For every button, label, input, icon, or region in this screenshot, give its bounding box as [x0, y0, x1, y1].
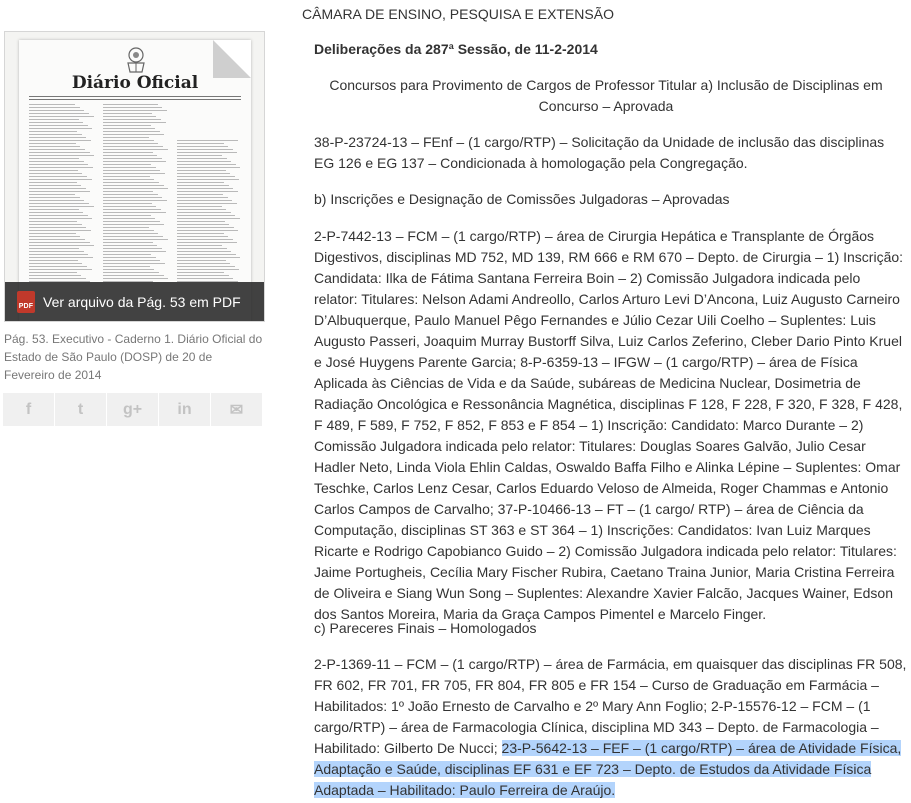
- text-line: [177, 227, 234, 228]
- text-line: [177, 212, 231, 213]
- text-line: [177, 161, 231, 162]
- text-line: [29, 236, 80, 237]
- text-line: [29, 260, 78, 261]
- text-line: [103, 167, 156, 168]
- section-title: CÂMARA DE ENSINO, PESQUISA E EXTENSÃO: [302, 6, 614, 22]
- text-line: [177, 152, 237, 153]
- page-thumbnail[interactable]: [4, 31, 265, 322]
- text-line: [177, 242, 237, 243]
- text-line: [177, 194, 223, 195]
- text-line: [29, 140, 91, 141]
- text-line: [177, 233, 224, 234]
- text-line: [177, 260, 226, 261]
- text-line: [103, 158, 162, 159]
- text-line: [103, 209, 161, 210]
- text-line: [103, 188, 168, 189]
- text-line: [29, 212, 83, 213]
- text-line: [177, 278, 233, 279]
- text-line: [29, 191, 90, 192]
- text-line: [103, 212, 166, 213]
- text-line: [29, 104, 75, 105]
- text-line: [29, 110, 84, 111]
- text-line: [103, 278, 168, 279]
- text-line: [29, 125, 88, 126]
- text-line: [103, 260, 160, 261]
- text-line: [103, 248, 162, 249]
- text-line: [103, 239, 168, 240]
- text-line: [103, 179, 154, 180]
- text-line: [103, 191, 153, 192]
- text-line: [103, 263, 165, 264]
- newspaper-preview: [19, 40, 251, 322]
- text-line: [29, 197, 80, 198]
- selected-text: 23-P-5642-13 – FEF – (1 cargo/RTP) – área de Atividade Física, Adaptação e Saúde, disciplinas EF 631 e EF 723 – Depto. de Estudos da Atividade Física Adaptada – Habilitado: Paulo Ferreira de Araújo.: [314, 740, 902, 798]
- text-line: [103, 107, 162, 108]
- google-plus-icon: g+: [122, 400, 143, 418]
- text-line: [29, 215, 88, 216]
- text-line: [29, 233, 76, 234]
- text-line: [103, 242, 153, 243]
- text-line: [103, 182, 159, 183]
- paragraph: [314, 654, 908, 801]
- text-line: [177, 221, 225, 222]
- text-line: [177, 236, 228, 237]
- text-line: [177, 245, 222, 246]
- text-line: [29, 266, 87, 267]
- text-line: [103, 134, 164, 135]
- text-line: [29, 248, 79, 249]
- text-line: [103, 176, 150, 177]
- text-line: [29, 182, 77, 183]
- text-line: [29, 170, 78, 171]
- text-line: [29, 239, 85, 240]
- text-line: [103, 275, 164, 276]
- text-line: [103, 215, 151, 216]
- text-line: [29, 149, 85, 150]
- text-line: [177, 170, 226, 171]
- masthead-rule: [29, 99, 241, 100]
- text-line: [29, 143, 76, 144]
- text-line: [103, 203, 152, 204]
- text-line: [103, 170, 160, 171]
- text-line: [177, 206, 222, 207]
- text-line: [177, 155, 222, 156]
- text-line: [177, 257, 240, 258]
- facebook-icon: f: [25, 400, 32, 418]
- text-line: [103, 221, 160, 222]
- text-line: [103, 119, 161, 120]
- text-line: [29, 185, 81, 186]
- text-line: [103, 152, 153, 153]
- share-bar: [3, 393, 262, 426]
- article-subheading: Concursos para Provimento de Cargos de Professor Titular a) Inclusão de Disciplinas em Concurso – Aprovada: [329, 77, 883, 114]
- twitter-icon: t: [77, 400, 84, 418]
- text-line: [103, 200, 167, 201]
- text-line: [177, 248, 227, 249]
- text-line: [177, 179, 239, 180]
- paragraph: 2-P-7442-13 – FCM – (1 cargo/RTP) – área de Cirurgia Hepática e Transplante de Órgãos Digestivos, disciplinas MD 752, MD 139, RM 666 e RM 670 – Depto. de Cirurgia – 1) Inscrição: Candidata: Ilka de Fátima Santana Ferreira Boin – 2) Comissão Julgadora indicada pelo relator: Titulares: Nelson Adami Andreollo, Carlos Arturo Levi D’Ancona, Luiz Augusto Carneiro D’Albuquerque, Paulo Manuel Pêgo Fernandes e Júlio Cezar Uili Coelho – Suplentes: Luis Augusto Passeri, Joaquim Murray Bustorff Silva, Luiz Carlos Zeferino, Cleber Dario Pinto Kruel e José Huygens Parente Garcia; 8-P-6359-13 – IFGW – (1 cargo/RTP) – área de Física Aplicada às Ciências de Vida e da Saúde, subáreas de Medicina Nuclear, Dosimetria de Radiação Oncológica e Ressonância Magnética, disciplinas F 128, F 228, F 320, F 328, F 428, F 489, F 589, F 752, F 852, F 853 e F 854 – 1) Inscrição: Candidato: Marco Durante – 2) Comissão Julgadora indicada pelo relator: Titulares: Douglas Soares Galvão, Julio Cesar Hadler Neto, Linda Viola Ehlin Caldas, Oswaldo Baffa Filho e Alinka Lépine – Suplentes: Omar Teschke, Carlos Lenz Cesar, Carlos Eduardo Veloso de Almeida, Roger Chammas e Antonio Carlos Campos de Carvalho; 37-P-10466-13 – FT – (1 cargo/ RTP) – área de Ciência da Computação, disciplinas ST 363 e ST 364 – 1) Inscrições: Candidatos: Ivan Luiz Marques Ricarte e Rodrigo Capobianco Guido – 2) Comissão Julgadora indicada pelo relator: Titulares: Jaime Portugheis, Cecília Mary Fischer Rubira, Caetano Traina Junior, Maria Cristina Ferreira de Oliveira e Siang Wun Song – Suplentes: Alexandre Xavier Falcão, Jacques Wainer, Edson dos Santos Moreira, Maria da Graça Campos Pimentel e Marcelo Finger.: [314, 228, 904, 622]
- text-line: [29, 122, 83, 123]
- text-line: [29, 227, 86, 228]
- text-line: [29, 188, 86, 189]
- text-line: [29, 131, 77, 132]
- text-line: [103, 257, 156, 258]
- pdf-badge: PDF: [18, 303, 34, 310]
- text-line: [29, 194, 75, 195]
- page-caption: Pág. 53. Executivo - Caderno 1. Diário Oficial do Estado de São Paulo (DOSP) de 20 de Fevereiro de 2014: [4, 332, 263, 382]
- text-line: [29, 242, 90, 243]
- share-facebook-button[interactable]: [3, 393, 54, 426]
- text-line: [103, 218, 155, 219]
- text-line: [177, 185, 229, 186]
- text-line: [103, 137, 149, 138]
- view-pdf-label: Ver arquivo da Pág. 53 em PDF: [43, 294, 241, 310]
- text-line: [29, 203, 89, 204]
- text-line: [29, 251, 84, 252]
- text-line: [29, 200, 84, 201]
- text-line: [177, 224, 229, 225]
- text-line: [29, 107, 80, 108]
- text-line: [103, 185, 164, 186]
- text-line: [29, 146, 80, 147]
- text-line: [29, 155, 94, 156]
- text-column: [177, 140, 241, 284]
- text-line: [29, 164, 88, 165]
- article-heading: Deliberações da 287ª Sessão, de 11-2-2014: [314, 41, 598, 57]
- paragraph-text: 2-P-1369-11 – FCM – (1 cargo/RTP) – área de Farmácia, em quaisquer das disciplinas FR 508, FR 602, FR 701, FR 705, FR 804, FR 805 e FR 154 – Curso de Graduação em Farmácia – Habilitados: 1º João Ernesto de Carvalho e 2º Mary Ann Foglio; 2-P-15576-12 – FCM – (1 cargo/RTP) – área de Farmacologia Clínica, disciplina MD 343 – Depto. de Farmacologia – Habilitado: Gilberto De Nucci;: [314, 656, 907, 756]
- text-line: [103, 131, 160, 132]
- text-line: [177, 230, 238, 231]
- text-line: [177, 272, 224, 273]
- text-line: [103, 245, 157, 246]
- text-line: [103, 125, 151, 126]
- text-line: [29, 263, 82, 264]
- text-line: [177, 149, 233, 150]
- text-line: [177, 182, 224, 183]
- pdf-icon: [17, 291, 35, 313]
- text-line: [29, 173, 82, 174]
- text-line: [103, 128, 155, 129]
- text-line: [177, 173, 230, 174]
- text-line: [29, 272, 77, 273]
- paragraph: b) Inscrições e Designação de Comissões Julgadoras – Aprovadas: [314, 191, 730, 207]
- text-line: [103, 251, 166, 252]
- text-line: [177, 251, 231, 252]
- text-line: [103, 116, 156, 117]
- text-line: [177, 191, 238, 192]
- share-twitter-button[interactable]: [55, 393, 106, 426]
- text-line: [103, 236, 163, 237]
- text-line: [29, 206, 94, 207]
- text-line: [29, 116, 94, 117]
- text-line: [103, 164, 151, 165]
- text-line: [177, 188, 233, 189]
- text-line: [29, 257, 93, 258]
- text-line: [29, 167, 93, 168]
- text-line: [103, 233, 158, 234]
- paragraph: 38-P-23724-13 – FEnf – (1 cargo/RTP) – Solicitação da Unidade de inclusão das disciplinas EG 126 e EG 137 – Condicionada à homologação pela Congregação.: [314, 134, 885, 171]
- text-line: [177, 203, 237, 204]
- text-line: [103, 161, 166, 162]
- email-icon: ✉: [229, 401, 244, 419]
- text-line: [103, 155, 157, 156]
- text-line: [177, 266, 235, 267]
- text-line: [177, 164, 236, 165]
- text-line: [177, 269, 239, 270]
- text-line: [29, 245, 94, 246]
- linkedin-icon: in: [177, 400, 192, 418]
- text-line: [103, 197, 162, 198]
- text-line: [177, 140, 238, 141]
- text-line: [177, 158, 227, 159]
- coat-of-arms-icon: [125, 46, 147, 74]
- text-line: [29, 224, 82, 225]
- text-line: [29, 275, 81, 276]
- text-line: [103, 113, 152, 114]
- text-line: [103, 230, 154, 231]
- share-linkedin-button[interactable]: [159, 393, 210, 426]
- text-line: [29, 254, 88, 255]
- text-line: [29, 209, 79, 210]
- text-line: [29, 179, 92, 180]
- text-line: [29, 134, 82, 135]
- text-line: [177, 197, 228, 198]
- text-line: [29, 137, 86, 138]
- paragraph: c) Pareceres Finais – Homologados: [314, 620, 537, 636]
- text-line: [103, 266, 150, 267]
- text-line: [103, 224, 164, 225]
- view-pdf-link[interactable]: [5, 282, 264, 322]
- text-line: [29, 128, 92, 129]
- text-line: [177, 200, 232, 201]
- text-line: [103, 269, 154, 270]
- masthead-title: Diário Oficial: [71, 73, 199, 93]
- text-line: [29, 230, 91, 231]
- share-email-button[interactable]: [211, 393, 262, 426]
- text-line: [103, 104, 158, 105]
- text-line: [177, 215, 235, 216]
- text-line: [103, 254, 151, 255]
- text-line: [103, 194, 158, 195]
- text-line: [177, 263, 230, 264]
- text-line: [177, 143, 224, 144]
- text-line: [103, 149, 168, 150]
- text-line: [29, 152, 90, 153]
- text-line: [29, 119, 79, 120]
- masthead-rule: [29, 96, 241, 97]
- text-column: [103, 104, 169, 284]
- text-line: [177, 176, 235, 177]
- text-line: [103, 272, 159, 273]
- text-line: [103, 173, 165, 174]
- text-line: [103, 227, 149, 228]
- text-line: [177, 209, 226, 210]
- text-line: [29, 161, 84, 162]
- text-line: [177, 275, 229, 276]
- text-line: [29, 176, 87, 177]
- text-line: [103, 140, 154, 141]
- text-line: [29, 221, 77, 222]
- text-line: [103, 206, 156, 207]
- text-line: [103, 143, 158, 144]
- text-line: [177, 218, 240, 219]
- text-line: [29, 278, 86, 279]
- text-line: [177, 146, 228, 147]
- text-line: [29, 269, 92, 270]
- text-column: [29, 104, 95, 284]
- text-line: [29, 158, 79, 159]
- text-line: [177, 239, 233, 240]
- text-line: [103, 122, 166, 123]
- text-line: [177, 254, 236, 255]
- text-line: [177, 167, 240, 168]
- text-line: [103, 110, 167, 111]
- text-line: [103, 146, 163, 147]
- text-line: [29, 113, 89, 114]
- text-line: [29, 218, 92, 219]
- share-google-plus-button[interactable]: [107, 393, 158, 426]
